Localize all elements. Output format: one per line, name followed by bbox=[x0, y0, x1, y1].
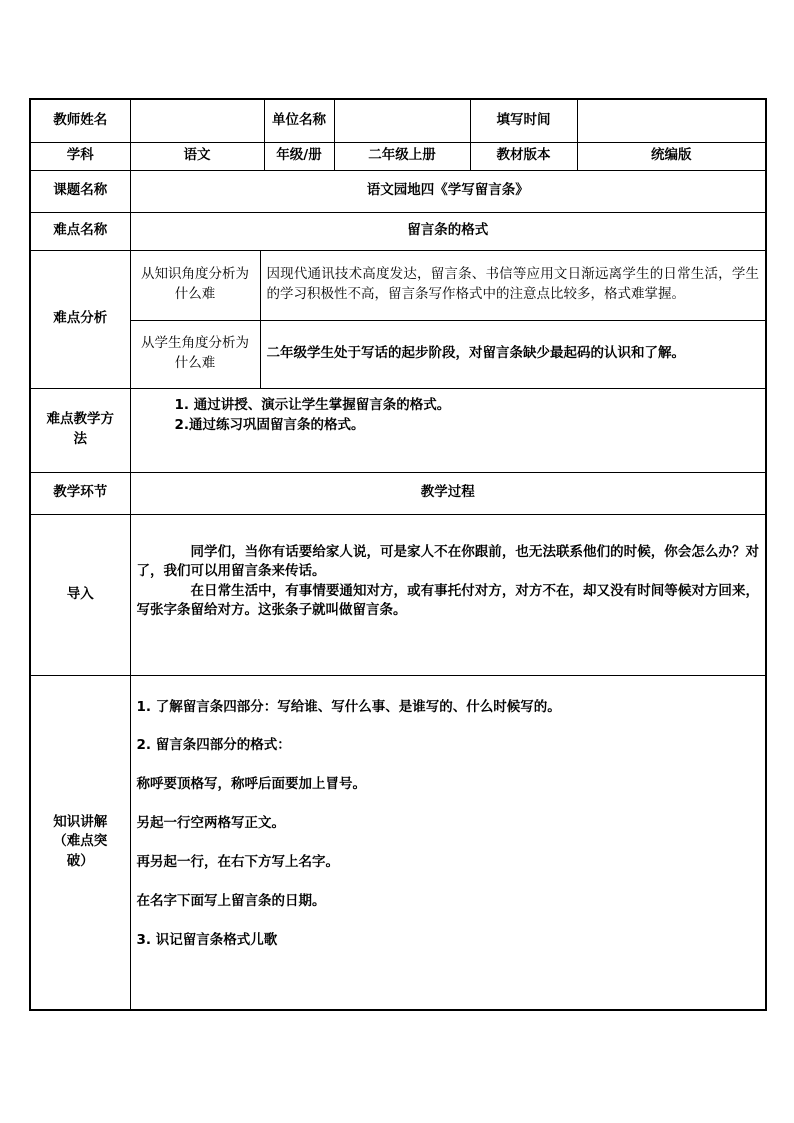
analysis-label: 难点分析 bbox=[30, 250, 130, 388]
topic-value: 语文园地四《学写留言条》 bbox=[130, 170, 766, 212]
intro-label: 导入 bbox=[30, 514, 130, 675]
difficulty-value: 留言条的格式 bbox=[130, 212, 766, 250]
teacher-name-label: 教师姓名 bbox=[30, 99, 130, 142]
grade-label: 年级/册 bbox=[264, 142, 334, 170]
intro-paragraph: 在日常生活中，有事情要通知对方，或有事托付对方，对方不在，却又没有时间等候对方回来，写张字条留给对方。这张条子就叫做留言条。 bbox=[136, 582, 759, 619]
knowledge-line: 再另起一行，在右下方写上名字。 bbox=[136, 854, 339, 871]
topic-label: 课题名称 bbox=[30, 170, 130, 212]
method-label: 难点教学方法 bbox=[30, 388, 130, 472]
student-angle-text: 二年级学生处于写话的起步阶段，对留言条缺少最起码的认识和了解。 bbox=[260, 320, 766, 388]
edition-value: 统编版 bbox=[577, 142, 766, 170]
method-content bbox=[130, 388, 766, 472]
student-angle-label: 从学生角度分析为什么难 bbox=[130, 320, 260, 388]
knowledge-line: 3. 识记留言条格式儿歌 bbox=[136, 931, 278, 948]
grade-value: 二年级上册 bbox=[334, 142, 470, 170]
subject-label: 学科 bbox=[30, 142, 130, 170]
method-item: 2.通过练习巩固留言条的格式。 bbox=[174, 417, 365, 434]
process-section-value: 教学过程 bbox=[130, 472, 766, 514]
knowledge-line: 另起一行空两格写正文。 bbox=[136, 815, 285, 832]
subject-value: 语文 bbox=[130, 142, 264, 170]
knowledge-content bbox=[130, 675, 766, 1010]
fill-date-label: 填写时间 bbox=[470, 99, 577, 142]
unit-name-value bbox=[334, 99, 470, 142]
edition-label: 教材版本 bbox=[470, 142, 577, 170]
teacher-name-value bbox=[130, 99, 264, 142]
fill-date-value bbox=[577, 99, 766, 142]
knowledge-line: 1. 了解留言条四部分：写给谁、写什么事、是谁写的、什么时候写的。 bbox=[136, 698, 561, 715]
intro-content bbox=[130, 514, 766, 675]
difficulty-label: 难点名称 bbox=[30, 212, 130, 250]
process-section-label: 教学环节 bbox=[30, 472, 130, 514]
lesson-plan-table bbox=[29, 98, 767, 1011]
knowledge-angle-text: 因现代通讯技术高度发达，留言条、书信等应用文日渐远离学生的日常生活，学生的学习积极性不高，留言条写作格式中的注意点比较多，格式难掌握。 bbox=[260, 250, 766, 320]
knowledge-line: 2. 留言条四部分的格式： bbox=[136, 737, 291, 754]
method-list bbox=[135, 395, 762, 437]
knowledge-label: 知识讲解（难点突破） bbox=[30, 675, 130, 1010]
method-item: 1. 通过讲授、演示让学生掌握留言条的格式。 bbox=[174, 396, 451, 413]
unit-name-label-text: 单位名称 bbox=[272, 111, 326, 128]
intro-paragraph: 同学们，当你有话要给家人说，可是家人不在你跟前，也无法联系他们的时候，你会怎么办？对了，我们可以用留言条来传话。 bbox=[136, 543, 759, 580]
knowledge-angle-label: 从知识角度分析为什么难 bbox=[130, 250, 260, 320]
unit-name-label bbox=[264, 99, 334, 142]
knowledge-line: 称呼要顶格写，称呼后面要加上冒号。 bbox=[136, 776, 366, 793]
knowledge-line: 在名字下面写上留言条的日期。 bbox=[136, 892, 326, 909]
